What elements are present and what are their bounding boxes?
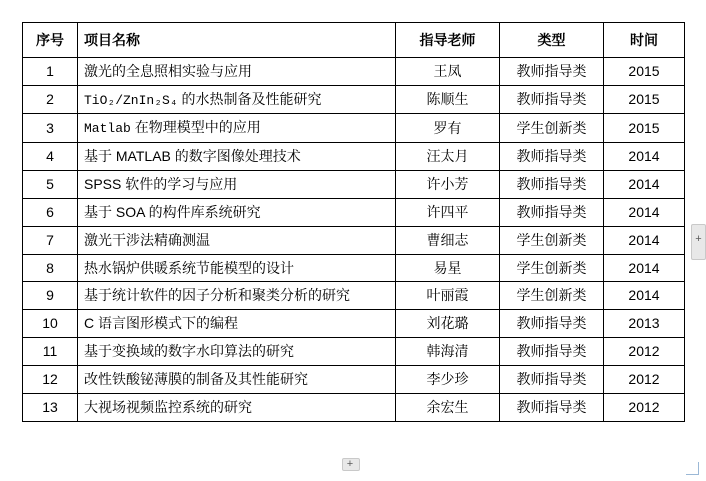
- table-row: [23, 114, 685, 143]
- cell-title-formula: TiO₂/ZnIn₂S₄: [84, 92, 178, 108]
- cell-number: 11: [23, 338, 78, 366]
- table-row: [23, 226, 685, 254]
- cell-number: 9: [23, 282, 78, 310]
- project-table: [22, 22, 685, 422]
- cell-year: 2014: [604, 226, 685, 254]
- cell-type: 教师指导类: [500, 142, 604, 170]
- table-row: [23, 254, 685, 282]
- cell-title: 基于统计软件的因子分析和聚类分析的研究: [78, 282, 396, 310]
- cell-teacher: 陈顺生: [396, 85, 500, 114]
- cell-number: 7: [23, 226, 78, 254]
- cell-type: 教师指导类: [500, 366, 604, 394]
- cell-title: 激光干涉法精确测温: [78, 226, 396, 254]
- cell-title: [78, 58, 396, 86]
- cell-type: 教师指导类: [500, 58, 604, 86]
- cell-teacher: 曹细志: [396, 226, 500, 254]
- cell-title-text: 激光的全息照相实验与应用: [84, 63, 252, 79]
- cell-number: 1: [23, 58, 78, 86]
- cell-number: 8: [23, 254, 78, 282]
- cell-title: [78, 85, 396, 114]
- cell-number: 4: [23, 142, 78, 170]
- table-row: [23, 394, 685, 422]
- table-row: [23, 282, 685, 310]
- table-row: [23, 338, 685, 366]
- cell-year: 2014: [604, 198, 685, 226]
- cell-year: 2013: [604, 310, 685, 338]
- table-row: [23, 366, 685, 394]
- cell-type: 教师指导类: [500, 198, 604, 226]
- cell-title: C 语言图形模式下的编程: [78, 310, 396, 338]
- cell-number: 10: [23, 310, 78, 338]
- cell-year: 2015: [604, 114, 685, 143]
- cell-type: 教师指导类: [500, 170, 604, 198]
- cell-teacher: 汪太月: [396, 142, 500, 170]
- cell-teacher: 李少珍: [396, 366, 500, 394]
- table-row: [23, 170, 685, 198]
- table-row: [23, 142, 685, 170]
- cell-number: 3: [23, 114, 78, 143]
- cell-type: 教师指导类: [500, 394, 604, 422]
- cell-title: 大视场视频监控系统的研究: [78, 394, 396, 422]
- table-header: [23, 23, 685, 58]
- cell-title: 基于 SOA 的构件库系统研究: [78, 198, 396, 226]
- cell-number: 13: [23, 394, 78, 422]
- column-header-year: 时间: [604, 23, 685, 58]
- cell-year: 2014: [604, 282, 685, 310]
- cell-year: 2015: [604, 58, 685, 86]
- column-header-number: 序号: [23, 23, 78, 58]
- cell-title: 热水锅炉供暖系统节能模型的设计: [78, 254, 396, 282]
- plus-icon: +: [695, 233, 702, 245]
- cell-teacher: 韩海清: [396, 338, 500, 366]
- cell-type: 教师指导类: [500, 85, 604, 114]
- cell-teacher: 许四平: [396, 198, 500, 226]
- cell-number: 6: [23, 198, 78, 226]
- plus-icon: +: [346, 458, 354, 470]
- cell-teacher: 王凤: [396, 58, 500, 86]
- column-header-teacher: 指导老师: [396, 23, 500, 58]
- table-row: [23, 58, 685, 86]
- cell-year: 2014: [604, 142, 685, 170]
- table-row: [23, 310, 685, 338]
- table-header-row: [23, 23, 685, 58]
- cell-number: 5: [23, 170, 78, 198]
- cell-year: 2015: [604, 85, 685, 114]
- cell-title: 基于 MATLAB 的数字图像处理技术: [78, 142, 396, 170]
- cell-teacher: 罗有: [396, 114, 500, 143]
- cell-teacher: 刘花璐: [396, 310, 500, 338]
- table-row: [23, 198, 685, 226]
- cell-year: 2012: [604, 338, 685, 366]
- cell-title: SPSS 软件的学习与应用: [78, 170, 396, 198]
- cell-year: 2012: [604, 366, 685, 394]
- cell-title: 改性铁酸铋薄膜的制备及其性能研究: [78, 366, 396, 394]
- cell-teacher: 余宏生: [396, 394, 500, 422]
- cell-type: 教师指导类: [500, 310, 604, 338]
- cell-type: 学生创新类: [500, 114, 604, 143]
- cell-type: 学生创新类: [500, 282, 604, 310]
- column-header-type: 类型: [500, 23, 604, 58]
- table-row: [23, 85, 685, 114]
- page-left-rule: [4, 0, 5, 481]
- cell-title-text: 在物理模型中的应用: [134, 119, 261, 136]
- cell-teacher: 许小芳: [396, 170, 500, 198]
- column-header-title: 项目名称: [78, 23, 396, 58]
- cell-title: 基于变换域的数字水印算法的研究: [78, 338, 396, 366]
- cell-year: 2014: [604, 170, 685, 198]
- cell-type: 教师指导类: [500, 338, 604, 366]
- cell-year: 2012: [604, 394, 685, 422]
- table-body: [23, 58, 685, 422]
- cell-title: [78, 114, 396, 143]
- cell-type: 学生创新类: [500, 226, 604, 254]
- cell-title-text: 的水热制备及性能研究: [181, 90, 322, 107]
- cell-type: 学生创新类: [500, 254, 604, 282]
- table-resize-corner[interactable]: [686, 461, 700, 475]
- cell-teacher: 叶丽霞: [396, 282, 500, 310]
- cell-teacher: 易星: [396, 254, 500, 282]
- cell-number: 12: [23, 366, 78, 394]
- cell-title-code: Matlab: [84, 121, 131, 137]
- project-table-container: [22, 22, 684, 422]
- table-insert-column-handle[interactable]: [691, 224, 706, 260]
- cell-year: 2014: [604, 254, 685, 282]
- table-insert-row-handle[interactable]: [342, 458, 360, 471]
- cell-number: 2: [23, 85, 78, 114]
